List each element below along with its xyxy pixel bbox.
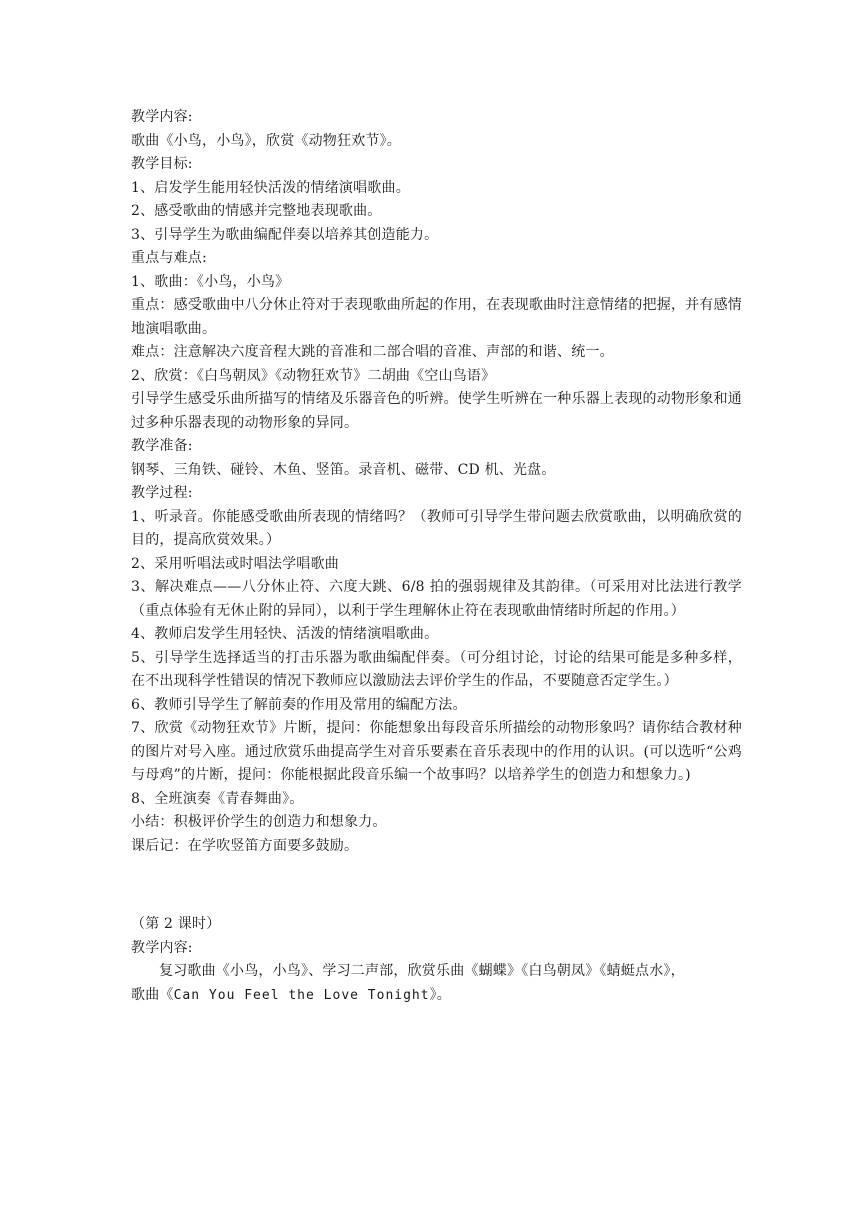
text-paragraph: 引导学生感受乐曲所描写的情绪及乐器音色的听辨。使学生听辨在一种乐器上表现的动物形象和通过多种乐器表现的动物形象的异同。 [131, 391, 742, 431]
text-paragraph: 7、欣赏《动物狂欢节》片断，提问：你能想象出每段音乐所描绘的动物形象吗？请你结合教材种的图片对号入座。通过欣赏乐曲提高学生对音乐要素在音乐表现中的作用的认识。(可以选听“公鸡与母鸡”的片断，提问：你能根据此段音乐编一个故事吗？以培养学生的创造力和想象力。) [131, 720, 742, 783]
heading-teaching-goals: 教学目标: [131, 156, 193, 172]
text-paragraph: 复习歌曲《小鸟，小鸟》、学习二声部，欣赏乐曲《蝴蝶》《白鸟朝凤》《蜻蜓点水》， [159, 963, 685, 979]
heading-teaching-preparation: 教学准备: [131, 438, 193, 454]
heading-teaching-process: 教学过程: [131, 485, 193, 501]
text-paragraph: 3、解决难点——八分休止符、六度大跳、6/8 拍的强弱规律及其韵律。（可采用对比法进行教学（重点体验有无休止附的异同），以利于学生理解休止符在表现歌曲情绪时所起的作用。） [131, 579, 742, 619]
document-body [131, 106, 742, 1007]
lesson-2-heading: （第 2 课时） [131, 916, 221, 932]
text-paragraph: 5、引导学生选择适当的打击乐器为歌曲编配伴奏。（可分组讨论，讨论的结果可能是多种多样，在不出现科学性错误的情况下教师应以激励法去评价学生的作品，不要随意否定学生。） [131, 649, 742, 689]
heading-teaching-content: 教学内容: [131, 939, 193, 956]
text-line: 歌曲《小鸟，小鸟》，欣赏《动物狂欢节》。 [131, 132, 401, 149]
text-line: 2、采用听唱法或时唱法学唱歌曲 [131, 555, 339, 572]
text-fragment: 歌曲《 [131, 986, 174, 1003]
text-line: 1、启发学生能用轻快活泼的情绪演唱歌曲。 [131, 179, 410, 196]
text-line: 4、教师启发学生用轻快、活泼的情绪演唱歌曲。 [131, 626, 439, 642]
song-title-english: Can You Feel the Love Tonight [173, 987, 430, 1003]
text-fragment: 》。 [429, 986, 451, 1003]
text-line: 钢琴、三角铁、碰铃、木鱼、竖笛。录音机、磁带、CD 机、光盘。 [131, 461, 556, 478]
text-paragraph: 重点：感受歌曲中八分休止符对于表现歌曲所起的作用，在表现歌曲时注意情绪的把握，并有感情地演唱歌曲。 [131, 297, 742, 337]
heading-key-points: 重点与难点: [131, 250, 207, 266]
section-gap [131, 858, 742, 913]
text-line: 难点：注意解决六度音程大跳的音准和二部合唱的音准、声部的和谐、统一。 [131, 344, 614, 360]
afterword-line: 课后记：在学吹竖笛方面要多鼓励。 [131, 837, 359, 854]
song-title-line [131, 984, 742, 1008]
text-line: 2、感受歌曲的情感并完整地表现歌曲。 [131, 203, 382, 219]
heading-teaching-content: 教学内容: [131, 109, 193, 125]
text-line: 2、欣赏：《白鸟朝凤》《动物狂欢节》二胡曲《空山鸟语》 [131, 367, 496, 384]
text-line: 3、引导学生为歌曲编配伴奏以培养其创造能力。 [131, 226, 439, 243]
text-line: 6、教师引导学生了解前奏的作用及常用的编配方法。 [131, 696, 467, 713]
summary-line: 小结：积极评价学生的创造力和想象力。 [131, 814, 387, 830]
text-line: 8、全班演奏《青春舞曲》。 [131, 790, 304, 807]
text-line: 1、歌曲：《小鸟，小鸟》 [131, 273, 290, 290]
text-paragraph: 1、听录音。你能感受歌曲所表现的情绪吗？（教师可引导学生带问题去欣赏歌曲，以明确欣赏的目的，提高欣赏效果。） [131, 508, 742, 548]
